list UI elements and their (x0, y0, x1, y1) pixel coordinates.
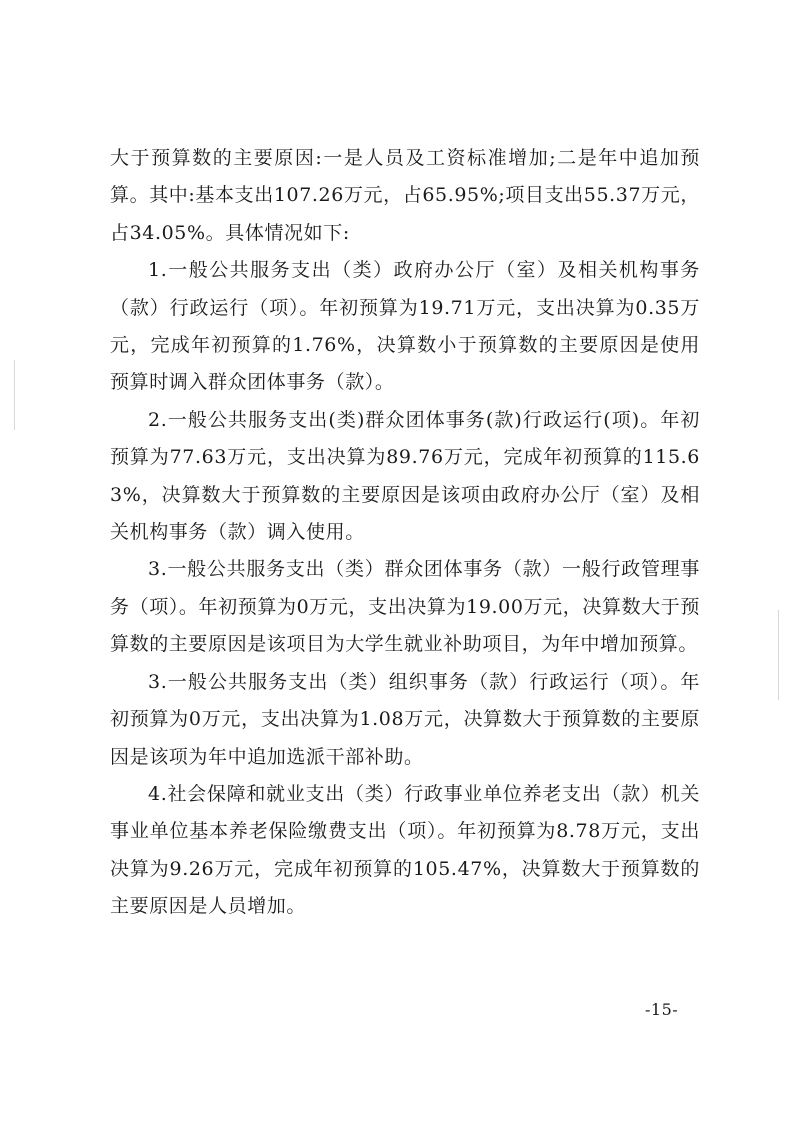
paragraph-item-3b: 3.一般公共服务支出（类）组织事务（款）行政运行（项）。年初预算为0万元，支出决算为1.08万元，决算数大于预算数的主要原因是该项为年中追加选派干部补助。 (110, 670, 700, 768)
paragraph-continuation: 大于预算数的主要原因:一是人员及工资标准增加;二是年中追加预算。其中:基本支出107.26万元，占65.95%;项目支出55.37万元，占34.05%。具体情况如下: (110, 147, 700, 244)
scan-edge-mark (14, 360, 15, 430)
paragraph-item-2: 2.一般公共服务支出(类)群众团体事务(款)行政运行(项)。年初预算为77.63万元，支出决算为89.76万元，完成年初预算的115.63%，决算数大于预算数的主要原因是该项由政府办公厅（室）及相关机构事务（款）调入使用。 (110, 408, 700, 544)
paragraph-item-1: 1.一般公共服务支出（类）政府办公厅（室）及相关机构事务（款）行政运行（项）。年初预算为19.71万元，支出决算为0.35万元，完成年初预算的1.76%，决算数小于预算数的主要原因是使用预算时调入群众团体事务（款）。 (110, 259, 700, 394)
scan-edge-mark (778, 610, 779, 700)
paragraph-item-4: 4.社会保障和就业支出（类）行政事业单位养老支出（款）机关事业单位基本养老保险缴费支出（项）。年初预算为8.78万元，支出决算为9.26万元，完成年初预算的105.47%，决算数大于预算数的主要原因是人员增加。 (110, 782, 700, 918)
page-number: -15- (645, 1000, 679, 1019)
document-body (110, 140, 700, 926)
paragraph-item-3a: 3.一般公共服务支出（类）群众团体事务（款）一般行政管理事务（项）。年初预算为0万元，支出决算为19.00万元，决算数大于预算数的主要原因是该项目为大学生就业补助项目，为年中增加预算。 (110, 558, 700, 656)
